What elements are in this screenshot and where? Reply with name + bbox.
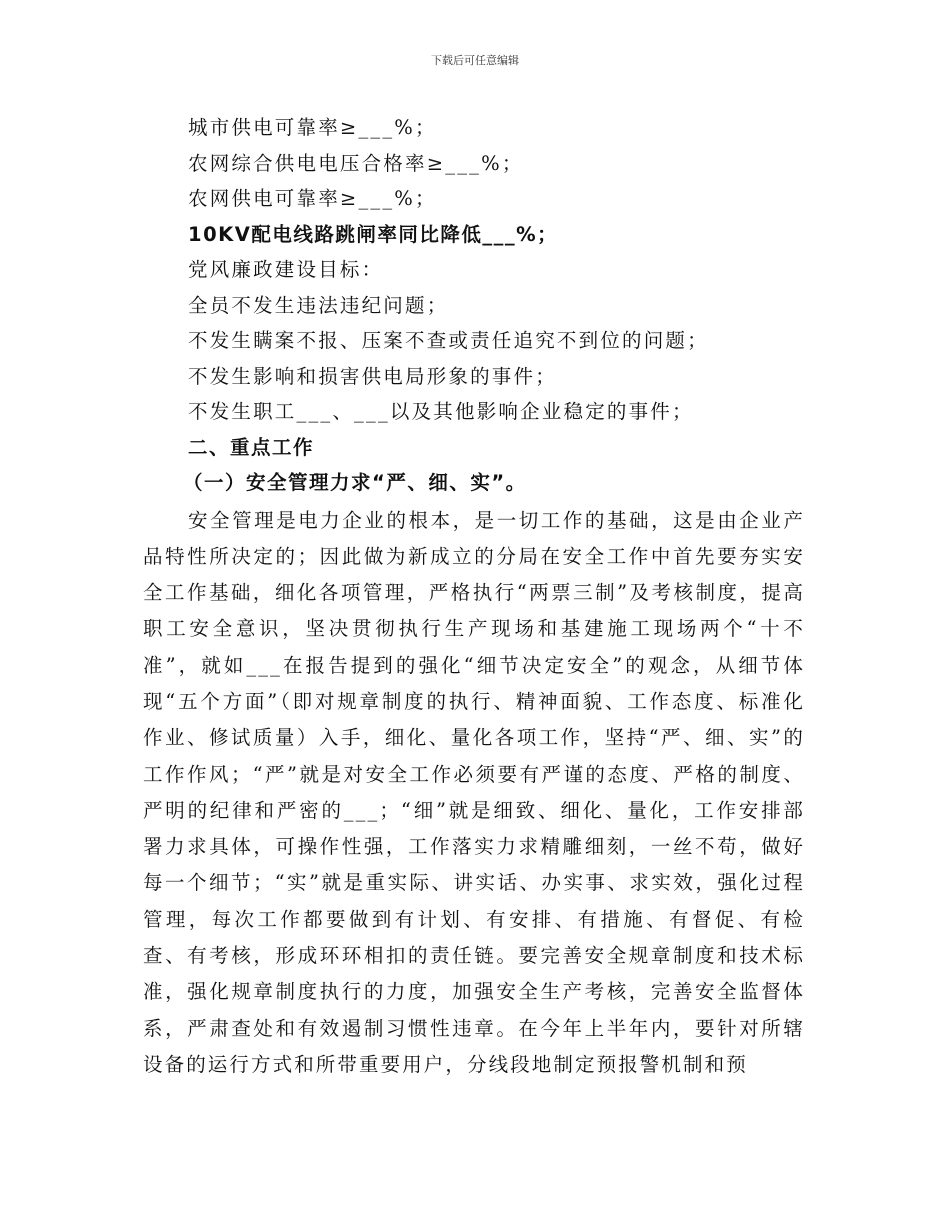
target-10kv-trip-rate: 10KV配电线路跳闸率同比降低___%； [188, 222, 559, 246]
target-rural-reliability: 农网供电可靠率≥___%； [188, 187, 437, 210]
safety-paragraph: 安全管理是电力企业的根本，是一切工作的基础，这是由企业产品特性所决定的；因此做为新成立的分局在安全工作中首先要夯实安全工作基础，细化各项管理，严格执行“两票三制”及考核制度，提高职工安全意识，坚决贯彻执行生产现场和基建施工现场两个“十不准”，就如___在报告提到的强化“细节决定安全”的观念，从细节体现“五个方面”（即对规章制度的执行、精神面貌、工作态度、标准化作业、修试质量）入手，细化、量化各项工作，坚持“严、细、实”的工作作风；“严”就是对安全工作必须要有严谨的态度、严格的制度、严明的纪律和严密的___；“细”就是细致、细化、量化，工作安排部署力求具体，可操作性强，工作落实力求精雕细刻，一丝不苟，做好每一个细节；“实”就是重实际、讲实话、办实事、求实效，强化过程管理，每次工作都要做到有计划、有安排、有措施、有督促、有检查、有考核，形成环环相扣的责任链。要完善安全规章制度和技术标准，强化规章制度执行的力度，加强安全生产考核，完善安全监督体系，严肃查处和有效遏制习惯性违章。在今年上半年内，要针对所辖设备的运行方式和所带重要用户，分线段地制定预报警机制和预 [143, 508, 805, 1076]
section-heading-key-work: 二、重点工作 [188, 435, 315, 459]
subsection-heading-safety: （一）安全管理力求“严、细、实”。 [183, 471, 527, 494]
target-rural-voltage: 农网综合供电电压合格率≥___%； [188, 151, 524, 175]
page-header: 下载后可任意编辑 [431, 54, 519, 67]
target-urban-reliability: 城市供电可靠率≥___%； [188, 116, 437, 139]
goal-no-violations: 全员不发生违法违纪问题； [188, 293, 449, 317]
party-goals-heading: 党风廉政建设目标： [188, 258, 384, 281]
goal-no-instability: 不发生职工___、___以及其他影响企业稳定的事件； [188, 400, 694, 423]
goal-no-concealment: 不发生瞒案不报、压案不查或责任追究不到位的问题； [188, 329, 709, 352]
goal-no-image-damage: 不发生影响和损害供电局形象的事件； [188, 364, 557, 388]
document-body [143, 110, 805, 1083]
